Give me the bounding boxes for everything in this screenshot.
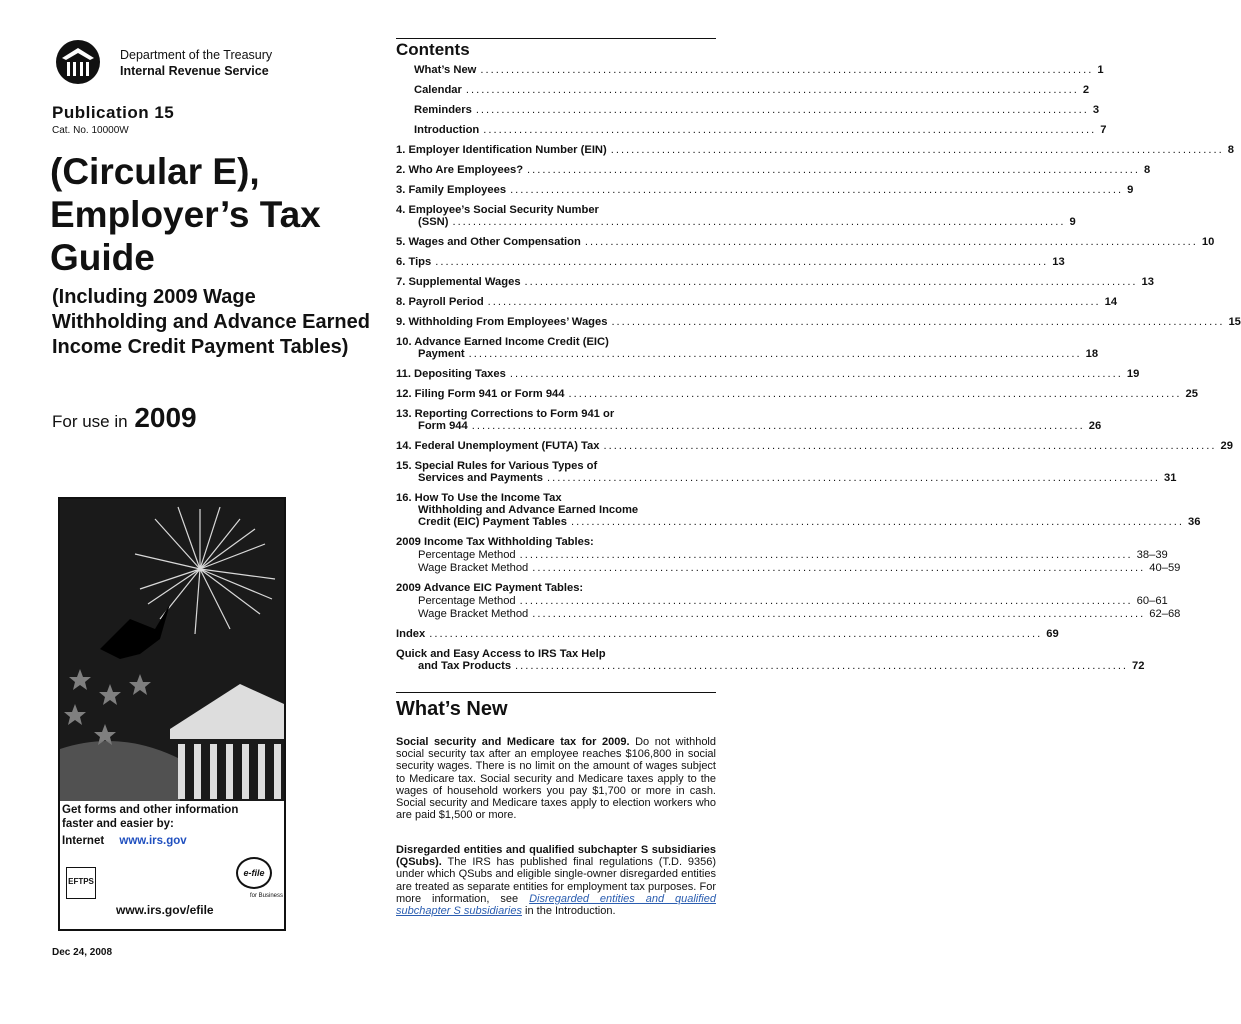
toc-entry-title-cont: (SSN): [418, 216, 449, 228]
toc-page-number: 13: [1141, 276, 1154, 288]
toc-entry[interactable]: [396, 368, 1140, 380]
toc-entry[interactable]: [396, 184, 1134, 196]
paragraph-2-tail: in the Introduction.: [521, 905, 616, 918]
toc-entry-title: 2. Who Are Employees?: [396, 164, 524, 176]
publication-date: Dec 24, 2008: [52, 947, 113, 958]
for-use-in: [52, 402, 197, 434]
toc-page-number: 25: [1185, 388, 1198, 400]
contents-heading: Contents: [396, 40, 470, 59]
toc-table-group-heading: 2009 Advance EIC Payment Tables:: [396, 582, 584, 594]
toc-leader-dots: ........................................................................................................................: [429, 628, 1043, 640]
toc-page-number: 8: [1144, 164, 1151, 176]
toc-entry-title: 4. Employee’s Social Security Number: [396, 204, 599, 216]
toc-entry-quick-access[interactable]: [396, 648, 1145, 672]
dept-line: Department of the Treasury: [120, 48, 273, 62]
toc-entry[interactable]: [396, 388, 1198, 400]
toc-entry-title: 15. Special Rules for Various Types of: [396, 460, 598, 472]
toc-entry-title: 12. Filing Form 941 or Form 944: [396, 388, 565, 400]
irs-website-link[interactable]: www.irs.gov: [119, 835, 187, 847]
toc-table-entry[interactable]: [396, 561, 1181, 574]
toc-page-number: 9: [1069, 216, 1076, 228]
toc-entry-title: 8. Payroll Period: [396, 296, 484, 308]
toc-entry-title-cont: Withholding and Advance Earned Income: [418, 504, 639, 516]
toc-leader-dots: ........................................................................................................................: [487, 296, 1101, 308]
toc-entry-title: Wage Bracket Method: [418, 562, 529, 574]
toc-leader-dots: ........................................................................................................................: [524, 276, 1138, 288]
toc-entry-title: 7. Supplemental Wages: [396, 276, 521, 288]
toc-entry[interactable]: [396, 124, 1107, 136]
toc-entry-title-cont: Payment: [418, 348, 465, 360]
contents-top-rule: [396, 38, 716, 39]
toc-table-entry[interactable]: [396, 594, 1168, 607]
toc-entry-title: Wage Bracket Method: [418, 608, 529, 620]
toc-table-entry[interactable]: [396, 548, 1168, 561]
toc-leader-dots: ........................................................................................................................: [519, 595, 1133, 607]
paragraph-2-body: The IRS has published final regulations (T.D. 9356) under which QSubs and eligible single-owner disregarded entities are treated as separate entities for employment tax purposes. For more information, see: [396, 856, 716, 905]
irs-eagle-logo: [52, 38, 104, 86]
toc-leader-dots: ........................................................................................................................: [571, 516, 1184, 528]
eftps-logo: EFTPS: [66, 867, 96, 899]
toc-leader-dots: ........................................................................................................................: [465, 84, 1079, 96]
toc-leader-dots: ........................................................................................................................: [610, 144, 1224, 156]
toc-entry-title: 16. How To Use the Income Tax: [396, 492, 562, 504]
publication-number: Publication 15: [52, 103, 175, 122]
toc-entry-index[interactable]: [396, 628, 1059, 640]
toc-entry[interactable]: [396, 296, 1118, 308]
efile-url-link[interactable]: www.irs.gov/efile: [116, 903, 214, 917]
whats-new-paragraph-2: [396, 844, 716, 917]
toc-page-number: 3: [1092, 104, 1100, 116]
table-of-contents: [396, 64, 1241, 680]
toc-leader-dots: ........................................................................................................................: [452, 216, 1066, 228]
toc-entry[interactable]: [396, 316, 1241, 328]
toc-entry[interactable]: [396, 336, 1099, 360]
toc-page-number: 62–68: [1149, 608, 1181, 620]
toc-page-number: 72: [1132, 660, 1145, 672]
toc-entry[interactable]: [396, 164, 1151, 176]
toc-page-number: 14: [1104, 296, 1118, 308]
toc-entry-title-cont: Form 944: [418, 420, 468, 432]
whats-new-heading: What’s New: [396, 698, 508, 720]
irs-line: Internal Revenue Service: [120, 64, 269, 78]
toc-leader-dots: ........................................................................................................................: [435, 256, 1049, 268]
toc-page-number: 2: [1082, 84, 1090, 96]
toc-entry[interactable]: [396, 276, 1154, 288]
toc-entry-title: 13. Reporting Corrections to Form 941 or: [396, 408, 615, 420]
introduction-link[interactable]: Disregarded entities and qualified subchapter S subsidiaries: [396, 892, 716, 918]
toc-page-number: 36: [1188, 516, 1201, 528]
toc-entry-title-cont: and Tax Products: [418, 660, 512, 672]
toc-page-number: 26: [1088, 420, 1102, 432]
toc-entry-title: Percentage Method: [418, 595, 516, 607]
cover-illustration: [58, 497, 286, 931]
toc-leader-dots: ........................................................................................................................: [584, 236, 1198, 248]
toc-entry-title: Index: [396, 628, 426, 640]
document-title: (Circular E), Employer’s Tax Guide: [50, 151, 321, 278]
document-subtitle: (Including 2009 Wage Withholding and Advance Earned Income Credit Payment Tables): [52, 286, 370, 358]
toc-entry-title: 9. Withholding From Employees’ Wages: [396, 316, 608, 328]
toc-entry-title: 10. Advance Earned Income Credit (EIC): [396, 336, 609, 348]
internet-label: Internet: [62, 835, 105, 847]
toc-entry-title: 11. Depositing Taxes: [396, 368, 506, 380]
toc-page-number: 18: [1085, 348, 1099, 360]
toc-leader-dots: ........................................................................................................................: [527, 164, 1141, 176]
toc-leader-dots: ........................................................................................................................: [480, 64, 1094, 76]
toc-entry-title: 6. Tips: [396, 256, 432, 268]
toc-entry-title: Introduction: [414, 124, 480, 136]
toc-page-number: 19: [1126, 368, 1140, 380]
toc-entry-title: 1. Employer Identification Number (EIN): [396, 144, 607, 156]
toc-leader-dots: ........................................................................................................................: [515, 660, 1129, 672]
electronic-access-box: [60, 801, 284, 929]
toc-leader-dots: ........................................................................................................................: [532, 608, 1146, 620]
toc-page-number: 40–59: [1149, 562, 1181, 574]
toc-leader-dots: ........................................................................................................................: [568, 388, 1182, 400]
toc-leader-dots: ........................................................................................................................: [611, 316, 1225, 328]
toc-entry[interactable]: [396, 144, 1234, 156]
agency-name: [120, 47, 272, 79]
internet-row: [62, 835, 187, 847]
toc-entry-title: What’s New: [414, 64, 477, 76]
toc-entry[interactable]: [396, 204, 1076, 228]
paragraph-1-body: Do not withhold social security tax after an employee reaches $106,800 in social security wages. There is no limit on the amount of wages subject to Medicare tax. Social security and Medicare taxes apply to the wages of household workers you pay $1,700 or more in cash. Social security and Medicare taxes apply to election workers who are paid $1,500 or more.: [396, 736, 716, 822]
whats-new-paragraph-1: [396, 736, 716, 821]
toc-entry-title: 3. Family Employees: [396, 184, 507, 196]
toc-entry-title: 14. Federal Unemployment (FUTA) Tax: [396, 440, 600, 452]
efile-logo-caption: for Business: [250, 893, 284, 899]
toc-page-number: 13: [1052, 256, 1065, 268]
promo-text: Get forms and other information faster and easier by:: [62, 804, 239, 830]
toc-entry[interactable]: [396, 84, 1090, 96]
toc-page-number: 29: [1220, 440, 1233, 452]
toc-entry-title-cont: Services and Payments: [418, 472, 543, 484]
toc-entry[interactable]: [396, 64, 1104, 76]
toc-page-number: 8: [1227, 144, 1234, 156]
whats-new-rule: [396, 692, 716, 693]
toc-entry[interactable]: [396, 104, 1100, 116]
toc-page-number: 9: [1127, 184, 1134, 196]
toc-entry-title: 5. Wages and Other Compensation: [396, 236, 581, 248]
paragraph-2-lead: Disregarded entities and qualified subchapter S subsidiaries (QSubs).: [396, 844, 716, 869]
toc-leader-dots: ........................................................................................................................: [532, 562, 1146, 574]
toc-leader-dots: ........................................................................................................................: [471, 420, 1085, 432]
toc-entry[interactable]: [396, 408, 1102, 432]
fireworks-eagle-capitol-image: [60, 499, 284, 801]
catalog-number: Cat. No. 10000W: [52, 125, 129, 136]
toc-leader-dots: ........................................................................................................................: [475, 104, 1089, 116]
efile-logo: e-file: [236, 857, 272, 889]
toc-leader-dots: ........................................................................................................................: [483, 124, 1097, 136]
toc-table-group-heading: 2009 Income Tax Withholding Tables:: [396, 536, 594, 548]
toc-leader-dots: ........................................................................................................................: [468, 348, 1082, 360]
toc-entry[interactable]: [396, 236, 1215, 248]
toc-entry-title-cont: Credit (EIC) Payment Tables: [418, 516, 567, 528]
toc-leader-dots: ........................................................................................................................: [547, 472, 1160, 484]
toc-page-number: 69: [1046, 628, 1059, 640]
toc-table-entry[interactable]: [396, 607, 1181, 620]
tax-year: 2009: [134, 402, 197, 433]
toc-page-number: 10: [1201, 236, 1215, 248]
toc-page-number: 7: [1100, 124, 1107, 136]
toc-page-number: 15: [1228, 316, 1241, 328]
toc-entry[interactable]: [396, 256, 1065, 268]
toc-page-number: 60–61: [1136, 595, 1168, 607]
toc-leader-dots: ........................................................................................................................: [510, 184, 1124, 196]
toc-entry-title: Calendar: [414, 84, 462, 96]
toc-entry[interactable]: [396, 492, 1201, 528]
toc-leader-dots: ........................................................................................................................: [519, 549, 1133, 561]
toc-leader-dots: ........................................................................................................................: [603, 440, 1217, 452]
for-use-label: For use in: [52, 412, 128, 431]
toc-entry-title: Reminders: [414, 104, 472, 116]
toc-entry[interactable]: [396, 460, 1177, 484]
toc-page-number: 1: [1097, 64, 1104, 76]
toc-leader-dots: ........................................................................................................................: [509, 368, 1123, 380]
toc-page-number: 38–39: [1136, 549, 1168, 561]
toc-entry[interactable]: [396, 440, 1233, 452]
toc-page-number: 31: [1164, 472, 1177, 484]
toc-entry-title: Percentage Method: [418, 549, 516, 561]
paragraph-1-lead: Social security and Medicare tax for 2009.: [396, 736, 630, 748]
toc-entry-title: Quick and Easy Access to IRS Tax Help: [396, 648, 606, 660]
